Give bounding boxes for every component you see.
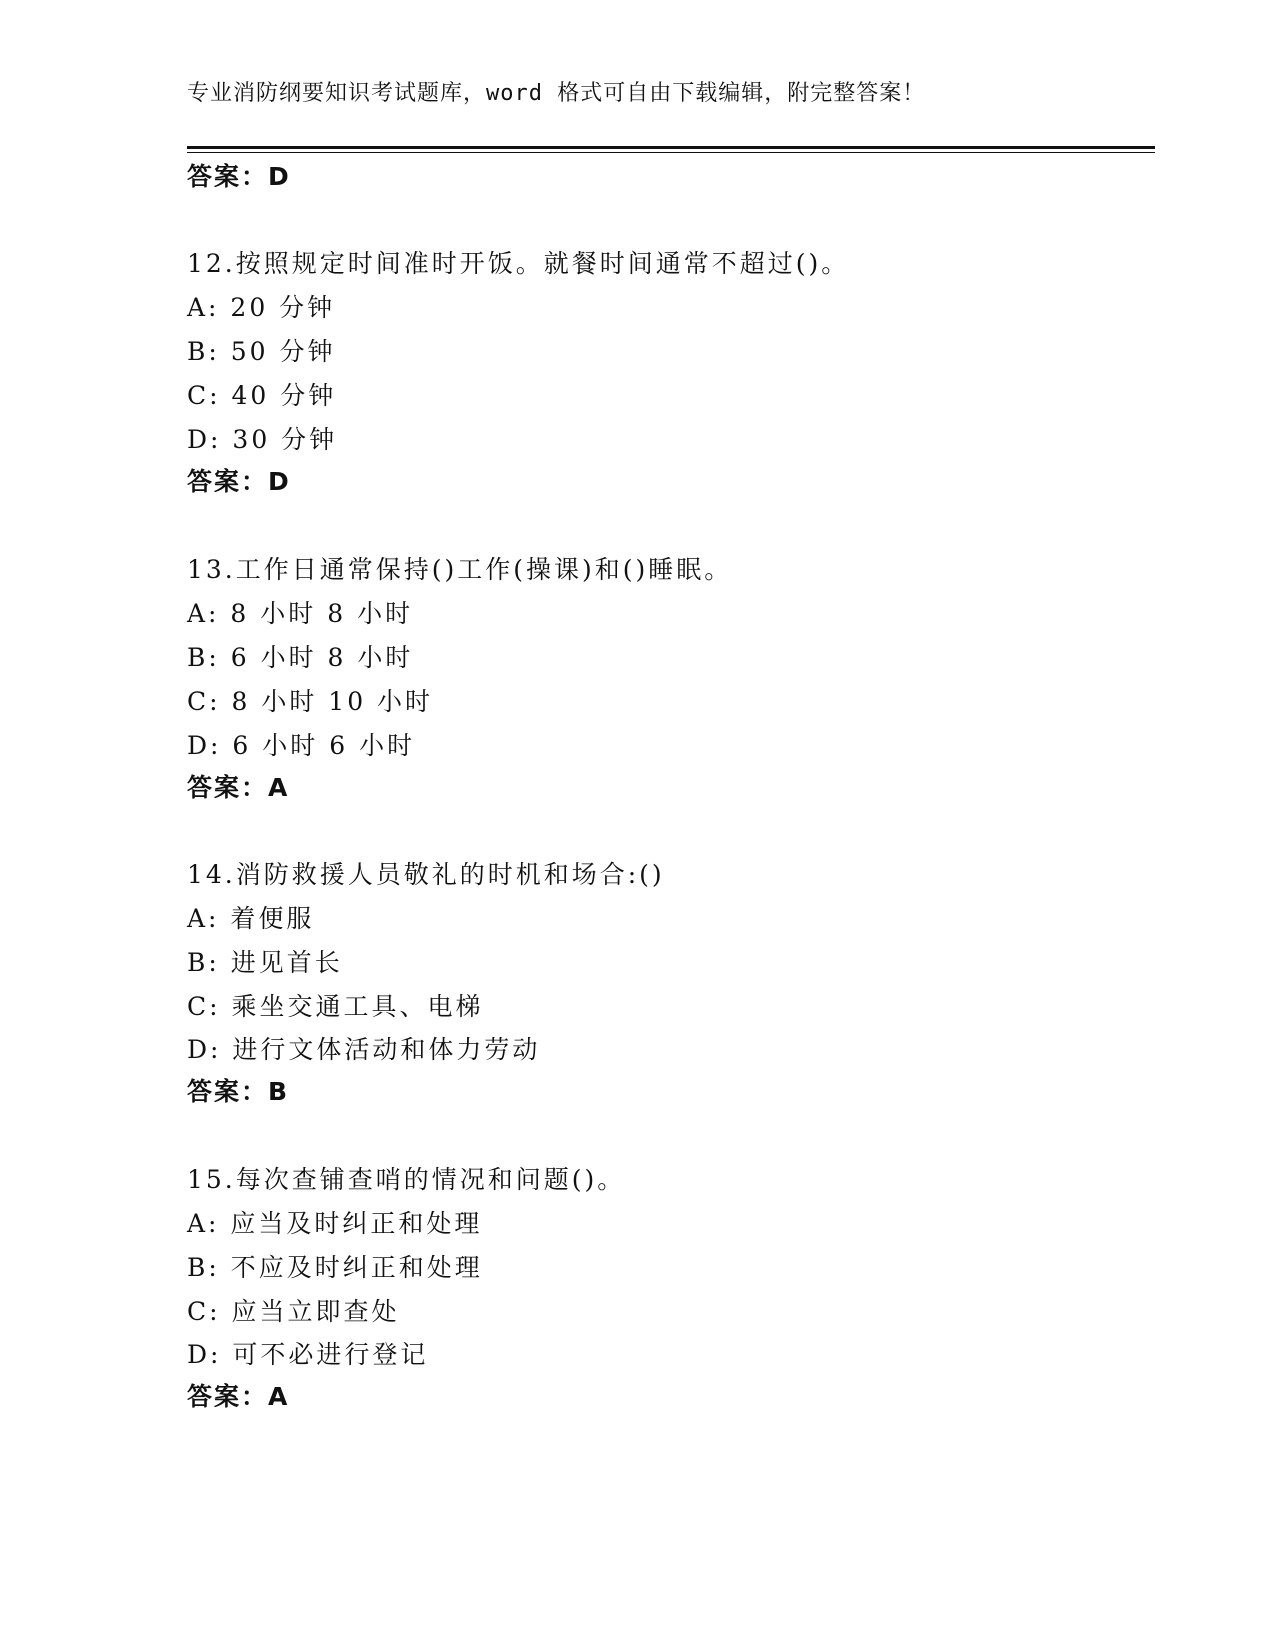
option-c: C: 乘坐交通工具、电梯	[187, 992, 484, 1021]
option-c: C: 40 分钟	[187, 381, 337, 410]
answer-line: 答案：D	[187, 467, 291, 496]
question-stem: 14.消防救援人员敬礼的时机和场合:()	[187, 860, 665, 889]
option-c: C: 8 小时 10 小时	[187, 687, 434, 716]
option-b: B: 6 小时 8 小时	[187, 643, 414, 672]
option-c: C: 应当立即查处	[187, 1297, 400, 1326]
option-a: A: 着便服	[187, 904, 315, 933]
option-a: A: 应当及时纠正和处理	[187, 1209, 483, 1238]
option-d: D: 6 小时 6 小时	[187, 731, 416, 760]
answer-line: 答案：A	[187, 1382, 290, 1411]
option-b: B: 进见首长	[187, 948, 343, 977]
header-rule-thin	[187, 152, 1155, 153]
option-b: B: 50 分钟	[187, 337, 336, 366]
question-stem: 12.按照规定时间准时开饭。就餐时间通常不超过()。	[187, 249, 850, 278]
question-stem: 15.每次查铺查哨的情况和问题()。	[187, 1165, 626, 1194]
answer-line: 答案：B	[187, 1077, 290, 1106]
answer-line: 答案：A	[187, 773, 290, 802]
option-d: D: 进行文体活动和体力劳动	[187, 1035, 541, 1064]
option-d: D: 可不必进行登记	[187, 1340, 429, 1369]
page-header: 专业消防纲要知识考试题库，word 格式可自由下载编辑，附完整答案！	[187, 81, 926, 106]
option-b: B: 不应及时纠正和处理	[187, 1253, 483, 1282]
option-d: D: 30 分钟	[187, 425, 338, 454]
header-rule-thick	[187, 146, 1155, 149]
question-stem: 13.工作日通常保持()工作(操课)和()睡眠。	[187, 555, 733, 584]
option-a: A: 20 分钟	[187, 293, 336, 322]
option-a: A: 8 小时 8 小时	[187, 599, 414, 628]
answer-line: 答案：D	[187, 162, 291, 191]
